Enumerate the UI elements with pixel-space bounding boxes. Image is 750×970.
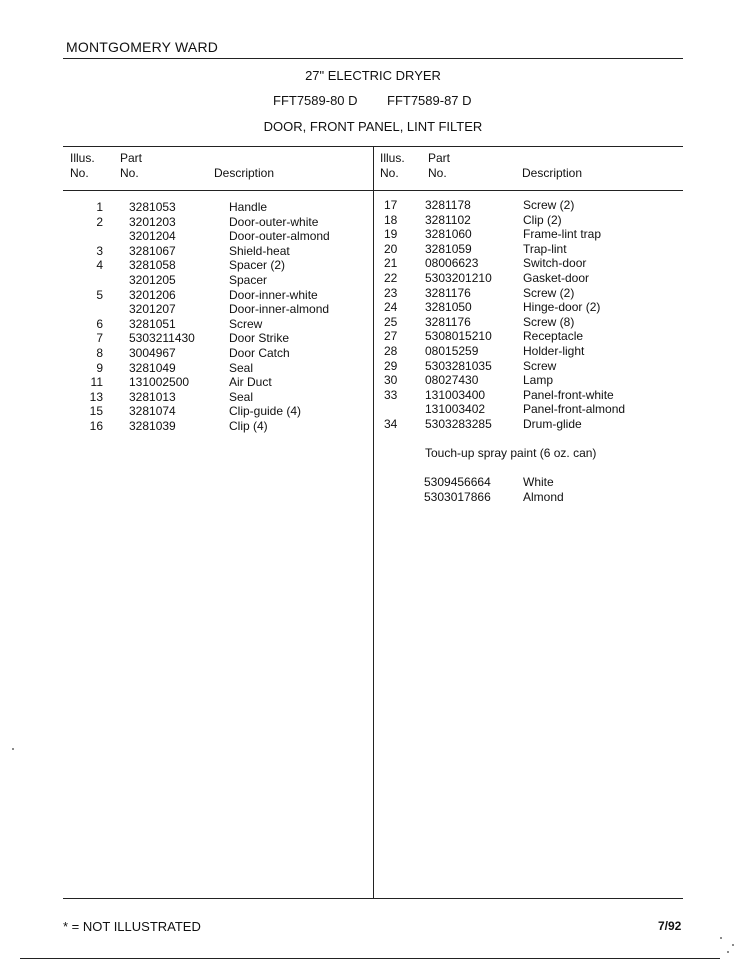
part-number: 3281178 [425,198,471,212]
part-description: Seal [229,360,254,375]
parts-row [0,417,750,431]
illus-number: 5 [96,287,103,302]
part-description: Spacer (2) [229,258,286,273]
part-description: Almond [523,490,564,504]
header-text: No. [70,166,89,180]
illus-number: 11 [90,375,103,390]
part-number: 131002500 [129,375,190,390]
bottom-rule [63,898,683,899]
part-description: Frame-lint trap [523,227,602,242]
section-title: DOOR, FRONT PANEL, LINT FILTER [263,119,483,134]
part-description: Clip (2) [523,212,562,227]
part-description: Panel-front-white [523,387,614,402]
parts-row [0,344,750,358]
brand-name: MONTGOMERY WARD [66,39,219,55]
illus-number: 15 [89,404,103,419]
part-number: 5303281035 [425,358,492,373]
part-description: Switch-door [523,256,587,271]
part-number: 131003400 [425,387,486,402]
part-number: 3281067 [129,243,176,258]
part-number: 08015259 [425,344,479,358]
part-description: Door-outer-white [229,214,319,229]
scan-speck [720,937,722,939]
parts-row [0,388,750,402]
part-description: Spacer [229,273,268,287]
part-number: 3281050 [425,300,472,315]
revision-date: 7/92 [658,919,682,933]
part-number: 3201207 [129,302,176,317]
part-number: 3281049 [129,360,176,375]
part-description: Receptacle [523,329,584,344]
part-description: White [523,475,554,489]
illus-number: 34 [384,417,398,431]
document-title: 27" ELECTRIC DRYER [305,68,441,83]
part-number: 3281176 [425,314,471,329]
parts-row [0,213,750,227]
illus-number: 8 [96,346,103,360]
header-text: No. [428,166,447,180]
part-number: 3201204 [129,229,176,244]
parts-row [0,373,750,390]
illus-number: 7 [96,331,103,346]
part-number: 3281060 [425,227,472,242]
part-description: Clip (4) [229,419,268,433]
part-number: 3281051 [129,316,176,331]
illus-number: 20 [384,241,398,256]
parts-row [0,286,750,300]
header-illus-no [380,151,405,181]
illus-number: 4 [96,258,103,273]
parts-row [0,242,750,256]
part-description: Air Duct [229,375,272,390]
header-description: Description [214,166,275,180]
illus-number: 13 [89,389,103,404]
scan-speck [732,944,734,946]
illus-number: 33 [384,387,398,402]
illus-number: 23 [384,285,398,300]
part-number: 3281059 [425,241,472,256]
part-number: 3201205 [129,273,176,287]
part-description: Door-outer-almond [229,229,330,244]
illus-number: 3 [96,243,103,258]
part-number: 3004967 [129,346,176,360]
touchup-row [0,490,750,504]
part-number: 3281102 [425,212,471,227]
header-rule [63,190,683,191]
part-number: 3201203 [129,214,176,229]
part-number: 5303201210 [425,271,492,285]
scan-speck [727,951,729,953]
parts-row [0,300,750,317]
parts-row [0,256,750,273]
part-number: 3281176 [425,285,471,300]
part-description: Door-inner-almond [229,302,330,317]
part-description: Gasket-door [523,271,590,285]
parts-row [0,359,750,373]
parts-row [0,227,750,244]
parts-row [0,271,750,285]
part-number: 3201206 [129,287,176,302]
illus-number: 2 [96,214,103,229]
part-number: 5308015210 [425,329,492,344]
part-description: Screw (8) [523,314,575,329]
part-description: Seal [229,389,254,404]
part-description: Door Catch [229,346,290,360]
illus-number: 27 [384,329,398,344]
page-bottom-rule [20,958,720,959]
illus-number: 24 [384,300,398,315]
scan-speck [12,748,14,750]
illus-number: 21 [384,256,398,271]
part-description: Holder-light [523,344,585,358]
illus-number: 18 [384,212,398,227]
part-description: Shield-heat [229,243,290,258]
part-description: Door-inner-white [229,287,318,302]
part-number: 3281058 [129,258,176,273]
parts-row [0,402,750,419]
parts-row [0,329,750,346]
header-text: Illus. [70,151,95,165]
parts-row [0,198,750,212]
header-part-no [428,151,450,181]
part-description: Screw (2) [523,285,575,300]
part-number: 3281053 [129,200,176,214]
illus-number: 28 [384,344,398,358]
illus-number: 6 [96,316,103,331]
part-number: 131003402 [425,402,486,417]
part-description: Clip-guide (4) [229,404,302,419]
part-description: Hinge-door (2) [523,300,601,315]
illus-number: 19 [384,227,398,242]
header-text: Part [120,151,143,165]
part-description: Handle [229,200,268,214]
header-text: Illus. [380,151,405,165]
part-description: Screw [229,316,263,331]
illus-number: 30 [384,373,398,388]
header-text: No. [120,166,139,180]
part-description: Screw [523,358,557,373]
illus-number: 1 [96,200,103,214]
model-number: FFT7589-80 D [273,93,358,108]
model-numbers [0,93,750,111]
parts-row [0,315,750,329]
part-description: Door Strike [229,331,290,346]
part-number: 08027430 [425,373,479,388]
part-number: 5303283285 [425,417,492,431]
part-number: 3281013 [129,389,176,404]
footnote: * = NOT ILLUSTRATED [63,919,201,934]
illus-number: 25 [384,314,398,329]
illus-number: 29 [384,358,398,373]
header-part-no [120,151,142,181]
touchup-row [0,475,750,489]
illus-number: 17 [384,198,398,212]
header-text: No. [380,166,399,180]
part-description: Screw (2) [523,198,575,212]
part-description: Trap-lint [523,241,567,256]
part-number: 3281039 [129,419,176,433]
part-number: 5303211430 [129,331,195,346]
part-number: 3281074 [129,404,176,419]
part-description: Panel-front-almond [523,402,626,417]
header-description: Description [522,166,583,180]
model-number: FFT7589-87 D [387,93,472,108]
touchup-label: Touch-up spray paint (6 oz. can) [425,446,597,460]
part-description: Drum-glide [523,417,582,431]
header-text: Part [428,151,451,165]
part-description: Lamp [523,373,554,388]
illus-number: 22 [384,271,398,285]
illus-number: 16 [89,419,103,433]
part-number: 5309456664 [424,475,491,489]
top-rule [63,58,683,59]
header-illus-no [70,151,95,181]
part-number: 08006623 [425,256,479,271]
part-number: 5303017866 [424,490,491,504]
illus-number: 9 [96,360,103,375]
